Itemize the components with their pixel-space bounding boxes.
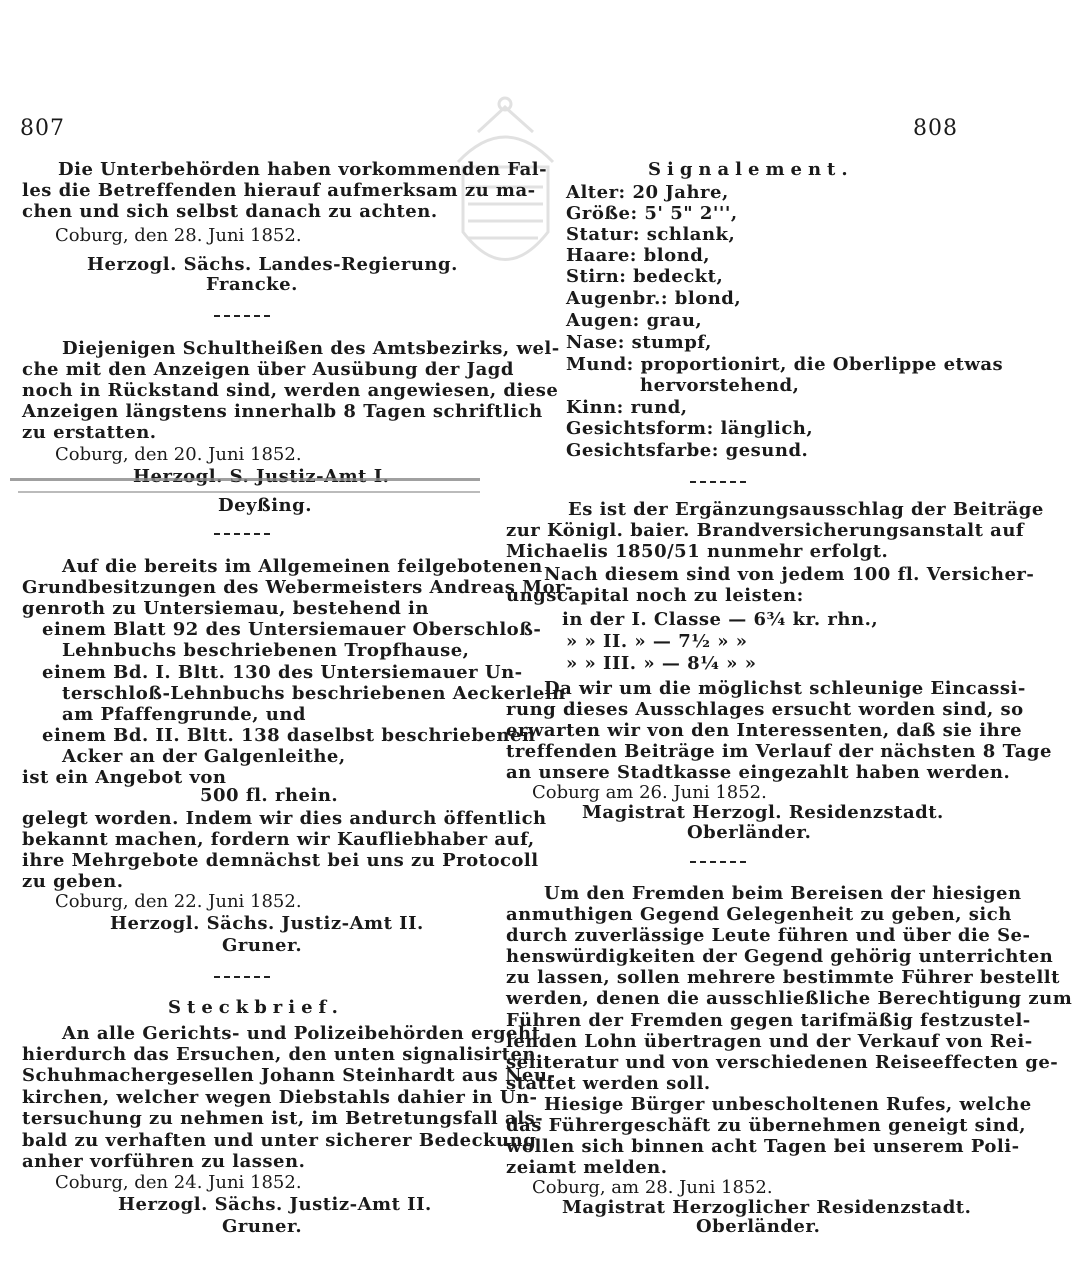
notice2-line: Anzeigen längstens innerhalb 8 Tagen schriftlich	[22, 401, 543, 422]
notice5-authority: Magistrat Herzoglicher Residenzstadt.	[562, 1197, 972, 1218]
signalement-row: hervorstehend,	[640, 375, 800, 396]
notice3-line: gelegt worden. Indem wir dies andurch öffentlich	[22, 808, 547, 829]
notice1-line: chen und sich selbst danach zu achten.	[22, 201, 438, 222]
steckbrief-line: An alle Gerichts- und Polizeibehörden ergeht	[62, 1023, 541, 1044]
notice4-line: Da wir um die möglichst schleunige Eincassi-	[544, 678, 1026, 699]
separator	[690, 480, 746, 483]
section-rule	[10, 478, 480, 481]
notice3-line: Auf die bereits im Allgemeinen feilgebotenen	[62, 556, 543, 577]
signalement-row: Größe: 5' 5" 2''',	[566, 203, 738, 224]
steckbrief-date: Coburg, den 24. Juni 1852.	[55, 1172, 302, 1193]
notice4-authority: Magistrat Herzogl. Residenzstadt.	[582, 802, 944, 823]
notice3-line: einem Bd. II. Bltt. 138 daselbst beschriebenen	[42, 725, 536, 746]
notice5-line: das Führergeschäft zu übernehmen geneigt sind,	[506, 1115, 1027, 1136]
notice1-authority: Herzogl. Sächs. Landes-Regierung.	[87, 254, 458, 275]
notice2-authority: Herzogl. S. Justiz-Amt I.	[133, 466, 390, 487]
notice3-line: Grundbesitzungen des Webermeisters Andreas Mor-	[22, 577, 574, 598]
separator	[214, 314, 270, 317]
steckbrief-line: hierdurch das Ersuchen, den unten signalisirten	[22, 1044, 536, 1065]
notice4-line: an unsere Stadtkasse eingezahlt haben werden.	[506, 762, 1011, 783]
notice4-class: » » II. » — 7½ » »	[566, 631, 748, 652]
notice4-line: Michaelis 1850/51 nunmehr erfolgt.	[506, 541, 889, 562]
notice3-signature: Gruner.	[222, 935, 303, 956]
notice4-line: Nach diesem sind von jedem 100 fl. Versicher-	[544, 564, 1035, 585]
notice5-line: wollen sich binnen acht Tagen bei unserem Poli-	[506, 1136, 1020, 1157]
notice5-line: werden, denen die ausschließliche Berechtigung zum	[506, 988, 1072, 1009]
notice4-line: rung dieses Ausschlages ersucht worden sind, so	[506, 699, 1024, 720]
signalement-row: Kinn: rund,	[566, 397, 688, 418]
notice1-date: Coburg, den 28. Juni 1852.	[55, 225, 302, 246]
notice2-line: noch in Rückstand sind, werden angewiesen, diese	[22, 380, 559, 401]
signalement-heading: Signalement.	[648, 159, 854, 180]
notice5-date: Coburg, am 28. Juni 1852.	[532, 1177, 773, 1198]
page-number-right: 808	[913, 116, 958, 141]
steckbrief-line: kirchen, welcher wegen Diebstahls dahier in Un-	[22, 1087, 538, 1108]
signalement-row: Haare: blond,	[566, 245, 711, 266]
notice3-authority: Herzogl. Sächs. Justiz-Amt II.	[110, 913, 424, 934]
notice3-line: ihre Mehrgebote demnächst bei uns zu Protocoll	[22, 850, 539, 871]
notice3-line: genroth zu Untersiemau, bestehend in	[22, 598, 429, 619]
signalement-row: Augenbr.: blond,	[566, 288, 742, 309]
notice3-line: bekannt machen, fordern wir Kaufliebhaber auf,	[22, 829, 535, 850]
notice4-class: » » III. » — 8¼ » »	[566, 653, 757, 674]
separator	[214, 532, 270, 535]
notice5-line: henswürdigkeiten der Gegend gehörig unterrichten	[506, 946, 1054, 967]
notice3-line: Lehnbuchs beschriebenen Tropfhause,	[62, 640, 470, 661]
notice5-line: lenden Lohn übertragen und der Verkauf von Rei-	[506, 1031, 1033, 1052]
notice4-line: zur Königl. baier. Brandversicherungsanstalt auf	[506, 520, 1025, 541]
notice5-line: anmuthigen Gegend Gelegenheit zu geben, sich	[506, 904, 1012, 925]
steckbrief-line: anher vorführen zu lassen.	[22, 1151, 306, 1172]
signalement-row: Stirn: bedeckt,	[566, 266, 724, 287]
notice5-line: Hiesige Bürger unbescholtenen Rufes, welche	[544, 1094, 1032, 1115]
signalement-row: Gesichtsform: länglich,	[566, 418, 814, 439]
notice3-line: einem Bd. I. Bltt. 130 des Untersiemauer Un-	[42, 662, 523, 683]
signalement-row: Augen: grau,	[566, 310, 703, 331]
notice2-line: zu erstatten.	[22, 422, 157, 443]
notice4-line: erwarten wir von den Interessenten, daß sie ihre	[506, 720, 1023, 741]
notice3-date: Coburg, den 22. Juni 1852.	[55, 891, 302, 912]
notice2-line: Diejenigen Schultheißen des Amtsbezirks, wel-	[62, 338, 560, 359]
notice5-line: Um den Fremden beim Bereisen der hiesigen	[544, 883, 1022, 904]
steckbrief-authority: Herzogl. Sächs. Justiz-Amt II.	[118, 1194, 432, 1215]
signalement-row: Nase: stumpf,	[566, 332, 712, 353]
notice5-line: zu lassen, sollen mehrere bestimmte Führer bestellt	[506, 967, 1060, 988]
notice5-line: durch zuverlässige Leute führen und über die Se-	[506, 925, 1031, 946]
page-number-left: 807	[20, 116, 65, 141]
separator	[690, 860, 746, 863]
notice4-signature: Oberländer.	[687, 822, 812, 843]
notice5-line: seliteratur und von verschiedenen Reiseeffecten ge-	[506, 1052, 1059, 1073]
steckbrief-line: tersuchung zu nehmen ist, im Betretungsfall als-	[22, 1108, 544, 1129]
notice4-class: in der I. Classe — 6¾ kr. rhn.,	[562, 609, 879, 630]
steckbrief-line: bald zu verhaften und unter sicherer Bedeckung	[22, 1130, 537, 1151]
notice2-signature: Deyßing.	[218, 495, 312, 516]
notice4-line: treffenden Beiträge im Verlauf der nächsten 8 Tage	[506, 741, 1052, 762]
notice4-line: ungscapital noch zu leisten:	[506, 585, 804, 606]
notice2-date: Coburg, den 20. Juni 1852.	[55, 444, 302, 465]
notice3-line: Acker an der Galgenleithe,	[62, 746, 346, 767]
notice5-line: Führen der Fremden gegen tarifmäßig festzustel-	[506, 1010, 1031, 1031]
notice5-line: stattet werden soll.	[506, 1073, 711, 1094]
notice4-date: Coburg am 26. Juni 1852.	[532, 782, 767, 803]
notice3-line: einem Blatt 92 des Untersiemauer Oberschloß-	[42, 619, 542, 640]
section-rule	[18, 491, 480, 493]
notice1-line: Die Unterbehörden haben vorkommenden Fal-	[58, 159, 548, 180]
notice2-line: che mit den Anzeigen über Ausübung der Jagd	[22, 359, 514, 380]
steckbrief-line: Schuhmachergesellen Johann Steinhardt aus Neu-	[22, 1065, 556, 1086]
notice3-line: terschloß-Lehnbuchs beschriebenen Aeckerlein	[62, 683, 566, 704]
notice3-line: ist ein Angebot von	[22, 767, 227, 788]
signalement-row: Mund: proportionirt, die Oberlippe etwas	[566, 354, 1004, 375]
signalement-row: Gesichtsfarbe: gesund.	[566, 440, 809, 461]
notice3-amount: 500 fl. rhein.	[200, 785, 339, 806]
notice3-line: am Pfaffengrunde, und	[62, 704, 307, 725]
steckbrief-signature: Gruner.	[222, 1216, 303, 1237]
notice1-line: les die Betreffenden hierauf aufmerksam zu ma-	[22, 180, 536, 201]
signalement-row: Statur: schlank,	[566, 224, 736, 245]
signalement-row: Alter: 20 Jahre,	[566, 182, 729, 203]
separator	[214, 975, 270, 978]
notice5-line: zeiamt melden.	[506, 1157, 668, 1178]
steckbrief-heading: Steckbrief.	[168, 997, 344, 1018]
notice4-line: Es ist der Ergänzungsausschlag der Beiträge	[568, 499, 1044, 520]
notice3-line: zu geben.	[22, 871, 124, 892]
notice5-signature: Oberländer.	[696, 1216, 821, 1237]
notice1-signature: Francke.	[206, 274, 298, 295]
